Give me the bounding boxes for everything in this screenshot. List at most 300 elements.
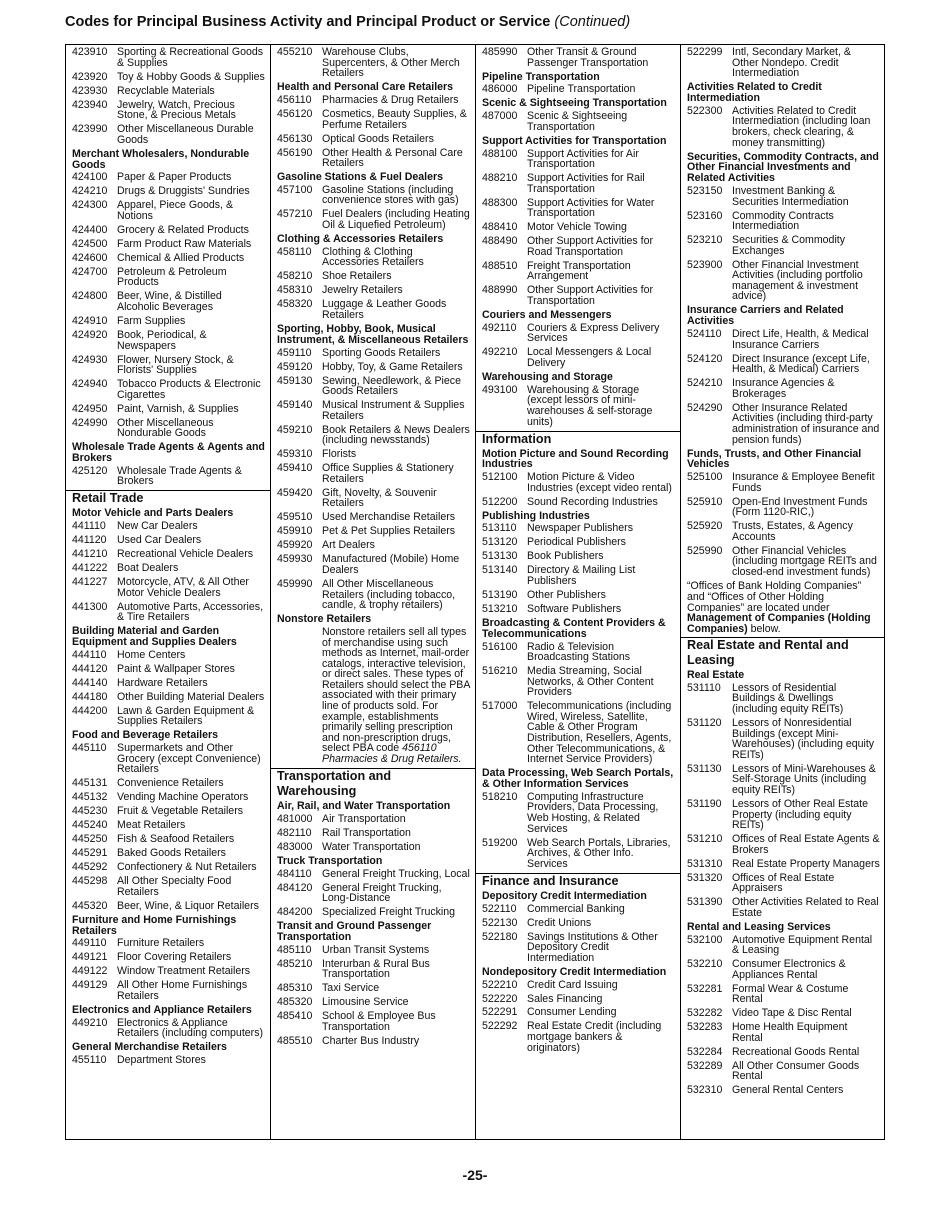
subsection-heading: Truck Transportation xyxy=(277,854,383,867)
code-row xyxy=(72,1018,266,1039)
section-heading: Finance and Insurance xyxy=(476,873,680,889)
code-row xyxy=(277,828,471,839)
code-description: All Other Consumer Goods Rental xyxy=(732,1059,860,1083)
code-number: 513110 xyxy=(482,522,517,535)
code-row xyxy=(277,959,471,980)
code-description: Direct Life, Health, & Medical Insurance Carriers xyxy=(732,328,869,351)
code-number: 459410 xyxy=(277,462,313,475)
code-row xyxy=(277,945,471,956)
code-row xyxy=(277,883,471,904)
code-row xyxy=(687,106,880,148)
code-row xyxy=(72,938,266,949)
code-row xyxy=(72,820,266,831)
code-description: Motor Vehicle Towing xyxy=(527,221,627,234)
code-number: 486000 xyxy=(482,83,518,96)
code-row xyxy=(72,291,266,312)
code-row xyxy=(72,901,266,912)
code-description: Beer, Wine, & Distilled Alcoholic Beverages xyxy=(117,290,222,313)
code-description: Chemical & Allied Products xyxy=(117,251,245,264)
code-row xyxy=(72,535,266,546)
code-row xyxy=(687,211,880,232)
code-number: 532282 xyxy=(687,1007,723,1020)
code-number: 445132 xyxy=(72,791,108,804)
column-2 xyxy=(270,45,475,1139)
code-description: Pipeline Transportation xyxy=(527,83,636,96)
code-number: 445230 xyxy=(72,805,108,818)
subsection-heading: Scenic & Sightseeing Transportation xyxy=(482,97,667,110)
code-row xyxy=(72,980,266,1001)
code-row xyxy=(277,463,471,484)
code-row xyxy=(277,554,471,575)
code-row xyxy=(687,186,880,207)
code-description: Other Support Activities for Road Transportation xyxy=(527,235,654,258)
code-description: Support Activities for Rail Transportation xyxy=(527,172,645,195)
code-row xyxy=(277,526,471,537)
code-number: 485990 xyxy=(482,46,518,58)
code-description: Home Centers xyxy=(117,648,186,661)
subsection-heading: Insurance Carriers and Related Activities xyxy=(687,304,844,328)
code-description: Real Estate Credit (including mortgage bankers & originators) xyxy=(527,1020,662,1054)
code-description: Farm Product Raw Materials xyxy=(117,237,252,250)
code-description: Software Publishers xyxy=(527,602,622,615)
code-description: Radio & Television Broadcasting Stations xyxy=(527,640,631,664)
code-row xyxy=(482,385,676,427)
code-description: Hardware Retailers xyxy=(117,676,208,689)
code-number: 525910 xyxy=(687,495,723,508)
note-pre: “Offices of Bank Holding Companies” and “Offices of Other Holding Companies” are located under xyxy=(687,580,862,614)
code-row xyxy=(482,994,676,1005)
code-row xyxy=(687,1022,880,1043)
subsection-heading: Activities Related to Credit Intermediation xyxy=(687,81,822,104)
code-row xyxy=(72,267,266,288)
page-number: -25- xyxy=(462,1167,488,1183)
code-row xyxy=(482,932,676,964)
code-row xyxy=(277,299,471,320)
code-row xyxy=(482,347,676,368)
code-row xyxy=(482,149,676,170)
code-number: 522180 xyxy=(482,930,518,943)
code-description: Baked Goods Retailers xyxy=(117,847,226,860)
code-row xyxy=(277,376,471,397)
code-description: Open-End Investment Funds (Form 1120-RIC,) xyxy=(732,495,868,519)
code-number: 532289 xyxy=(687,1059,723,1072)
column-1 xyxy=(65,45,270,1139)
code-number: 524210 xyxy=(687,377,723,390)
code-description: Optical Goods Retailers xyxy=(322,132,434,145)
code-row xyxy=(687,1085,880,1096)
code-row xyxy=(687,935,880,956)
nonstore-note xyxy=(277,627,471,765)
code-description: Cosmetics, Beauty Supplies, & Perfume Retailers xyxy=(322,107,467,131)
code-number: 522291 xyxy=(482,1006,518,1019)
code-description: Interurban & Rural Bus Transportation xyxy=(322,957,430,981)
subsection-heading: Data Processing, Web Search Portals, & Other Information Services xyxy=(482,767,674,791)
code-row xyxy=(277,47,471,79)
note-text xyxy=(322,627,471,765)
code-number: 523160 xyxy=(687,209,723,222)
subsection-heading: Food and Beverage Retailers xyxy=(72,729,219,742)
code-number: 459310 xyxy=(277,448,313,461)
code-row xyxy=(277,209,471,230)
code-description: Other Publishers xyxy=(527,588,606,601)
note-body: Nonstore retailers sell all types of merchandise using such methods as Internet, mail-order catalogs, interactive television, or direct sales. These types of Retailers should select the PBA associated with their primary line of products sold. For example, establishments primarily selling prescription and non-prescription drugs, select PBA code xyxy=(322,625,470,755)
subsection-heading: Building Material and Garden Equipment and Supplies Dealers xyxy=(72,625,237,649)
code-description: Freight Transportation Arrangement xyxy=(527,259,631,283)
code-row xyxy=(687,1047,880,1058)
code-description: All Other Home Furnishings Retailers xyxy=(117,979,248,1002)
code-row xyxy=(72,86,266,97)
code-description: Credit Card Issuing xyxy=(527,978,618,991)
code-number: 424400 xyxy=(72,223,108,236)
code-number: 532100 xyxy=(687,933,723,946)
code-description: Taxi Service xyxy=(322,982,380,995)
code-row xyxy=(72,650,266,661)
code-row xyxy=(687,683,880,715)
code-row xyxy=(72,834,266,845)
code-row xyxy=(72,124,266,145)
holding-companies-note xyxy=(687,581,880,635)
code-row xyxy=(687,378,880,399)
code-row xyxy=(72,848,266,859)
code-description: Warehouse Clubs, Supercenters, & Other Merch Retailers xyxy=(322,46,460,80)
code-number: 522110 xyxy=(482,902,517,915)
code-row xyxy=(687,1061,880,1082)
code-number: 513120 xyxy=(482,536,518,549)
code-row xyxy=(277,247,471,268)
note-example-code: 456110 Pharmacies & Drug Retailers. xyxy=(322,742,462,766)
code-number: 459120 xyxy=(277,360,313,373)
code-row xyxy=(687,718,880,760)
code-description: Sporting & Recreational Goods & Supplies xyxy=(117,46,264,69)
note-post: below. xyxy=(747,623,781,636)
code-row xyxy=(687,260,880,302)
code-number: 424940 xyxy=(72,378,108,391)
code-number: 441110 xyxy=(72,520,106,533)
subsection-heading: Real Estate xyxy=(687,669,745,681)
code-description: Urban Transit Systems xyxy=(322,943,430,956)
code-row xyxy=(72,743,266,775)
code-description: Lessors of Nonresidential Buildings (except Mini-Warehouses) (including equity REITs) xyxy=(732,716,875,761)
code-description: Other Miscellaneous Durable Goods xyxy=(117,123,254,146)
code-description: Pet & Pet Supplies Retailers xyxy=(322,525,456,538)
code-row xyxy=(72,466,266,487)
code-number: 524290 xyxy=(687,401,723,414)
code-description: Warehousing & Storage (except lessors of mini-warehouses & self-storage units) xyxy=(527,383,653,428)
code-row xyxy=(687,873,880,894)
code-number: 523210 xyxy=(687,234,723,247)
code-row xyxy=(72,778,266,789)
code-number: 522299 xyxy=(687,46,723,58)
code-description: Other Support Activities for Transportation xyxy=(527,284,654,307)
code-row xyxy=(482,173,676,194)
code-row xyxy=(277,400,471,421)
subsection-heading: Nondepository Credit Intermediation xyxy=(482,965,667,978)
code-description: Book Publishers xyxy=(527,550,604,563)
code-row xyxy=(72,706,266,727)
code-row xyxy=(72,563,266,574)
code-row xyxy=(277,362,471,373)
subsection-heading: Air, Rail, and Water Transportation xyxy=(277,800,451,813)
code-number: 445110 xyxy=(72,742,107,755)
code-number: 425120 xyxy=(72,464,108,477)
code-number: 485320 xyxy=(277,996,313,1009)
code-description: Vending Machine Operators xyxy=(117,791,249,804)
code-description: Used Merchandise Retailers xyxy=(322,511,456,524)
code-description: Commodity Contracts Intermediation xyxy=(732,209,834,233)
code-row xyxy=(277,134,471,145)
code-number: 512100 xyxy=(482,471,518,484)
code-row xyxy=(277,348,471,359)
code-description: Securities & Commodity Exchanges xyxy=(732,234,846,257)
code-row xyxy=(482,47,676,68)
subsection-heading: Wholesale Trade Agents & Agents and Brokers xyxy=(72,441,265,465)
code-row xyxy=(72,200,266,221)
code-number: 531390 xyxy=(687,896,723,909)
code-description: Grocery & Related Products xyxy=(117,223,249,236)
code-number: 516210 xyxy=(482,665,518,678)
code-description: Fuel Dealers (including Heating Oil & Liquefied Petroleum) xyxy=(322,208,470,232)
code-number: 449210 xyxy=(72,1016,108,1029)
code-description: Limousine Service xyxy=(322,996,409,1009)
code-description: Fruit & Vegetable Retailers xyxy=(117,805,244,818)
code-description: Pharmacies & Drug Retailers xyxy=(322,93,459,106)
code-description: Jewelry Retailers xyxy=(322,284,403,297)
code-description: Support Activities for Air Transportation xyxy=(527,147,639,171)
code-description: Consumer Electronics & Appliances Rental xyxy=(732,958,846,981)
code-number: 518210 xyxy=(482,790,518,803)
code-description: Sound Recording Industries xyxy=(527,495,658,508)
code-number: 525990 xyxy=(687,544,723,557)
code-number: 488990 xyxy=(482,284,518,297)
code-row xyxy=(687,984,880,1005)
code-row xyxy=(277,1036,471,1047)
code-description: Other Activities Related to Real Estate xyxy=(732,896,879,919)
code-number: 488100 xyxy=(482,147,518,160)
code-description: Flower, Nursery Stock, & Florists' Supplies xyxy=(117,353,234,377)
code-row xyxy=(72,876,266,897)
code-description: Wholesale Trade Agents & Brokers xyxy=(117,464,242,488)
code-number: 444180 xyxy=(72,690,108,703)
code-description: Support Activities for Water Transportation xyxy=(527,196,655,220)
code-description: Shoe Retailers xyxy=(322,270,392,283)
code-description: Motorcycle, ATV, & All Other Motor Vehicle Dealers xyxy=(117,576,249,599)
code-number: 445298 xyxy=(72,875,108,888)
code-description: Motion Picture & Video Industries (except video rental) xyxy=(527,471,672,494)
code-row xyxy=(277,148,471,169)
code-row xyxy=(687,403,880,445)
code-number: 441300 xyxy=(72,600,108,613)
code-description: Sporting Goods Retailers xyxy=(322,346,441,359)
note-indent xyxy=(277,627,322,765)
code-row xyxy=(482,904,676,915)
code-row xyxy=(277,1011,471,1032)
subsection-heading: Rental and Leasing Services xyxy=(687,920,831,933)
subsection-heading: Transit and Ground Passenger Transportation xyxy=(277,920,432,943)
code-description: Paper & Paper Products xyxy=(117,171,232,184)
code-row xyxy=(482,1007,676,1018)
code-number: 512200 xyxy=(482,495,518,508)
code-number: 424950 xyxy=(72,402,108,415)
code-number: 488490 xyxy=(482,235,518,248)
code-description: Other Transit & Ground Passenger Transportation xyxy=(527,46,649,69)
code-row xyxy=(72,952,266,963)
code-row xyxy=(277,109,471,130)
code-description: Rail Transportation xyxy=(322,826,411,839)
code-description: Other Financial Vehicles (including mortgage REITs and closed-end investment funds) xyxy=(732,544,877,579)
code-number: 459140 xyxy=(277,399,313,412)
code-number: 424910 xyxy=(72,314,108,327)
code-number: 481000 xyxy=(277,812,313,825)
code-number: 424100 xyxy=(72,171,108,184)
code-number: 484120 xyxy=(277,881,313,894)
code-row xyxy=(277,95,471,106)
code-row xyxy=(277,271,471,282)
code-number: 445291 xyxy=(72,847,108,860)
code-number: 445240 xyxy=(72,819,108,832)
code-description: Boat Dealers xyxy=(117,562,179,575)
code-description: Recreational Vehicle Dealers xyxy=(117,548,254,561)
subsection-heading: Pipeline Transportation xyxy=(482,70,600,83)
code-row xyxy=(687,354,880,375)
subsection-heading: Motion Picture and Sound Recording Industries xyxy=(482,447,669,471)
code-number: 488410 xyxy=(482,221,518,234)
code-number: 424700 xyxy=(72,265,108,278)
code-number: 456130 xyxy=(277,132,313,145)
code-row xyxy=(687,959,880,980)
code-row xyxy=(482,838,676,870)
code-description: Recyclable Materials xyxy=(117,84,215,97)
note-bold: Management of Companies (Holding Companies) xyxy=(687,612,871,636)
code-row xyxy=(687,47,880,79)
code-description: Paint, Varnish, & Supplies xyxy=(117,402,239,415)
title-main: Codes for Principal Business Activity and Principal Product or Service xyxy=(65,14,551,30)
code-number: 456110 xyxy=(277,93,312,106)
title-continued: (Continued) xyxy=(554,14,631,30)
code-row xyxy=(482,222,676,233)
code-number: 444120 xyxy=(72,662,108,675)
code-row xyxy=(72,418,266,439)
code-row xyxy=(72,47,266,68)
code-row xyxy=(687,546,880,578)
code-description: Electronics & Appliance Retailers (including computers) xyxy=(117,1016,264,1040)
code-description: Other Insurance Related Activities (including third-party administration of insurance and pension funds) xyxy=(732,401,880,446)
subsection-heading: Motor Vehicle and Parts Dealers xyxy=(72,507,234,520)
code-number: 525100 xyxy=(687,471,723,484)
code-row xyxy=(277,842,471,853)
code-number: 525920 xyxy=(687,520,723,533)
code-description: Commercial Banking xyxy=(527,902,625,915)
code-row xyxy=(482,472,676,493)
code-number: 513140 xyxy=(482,564,518,577)
code-number: 482110 xyxy=(277,826,312,839)
code-number: 485410 xyxy=(277,1010,313,1023)
code-row xyxy=(72,100,266,121)
code-description: Sewing, Needlework, & Piece Goods Retailers xyxy=(322,374,461,398)
code-number: 423920 xyxy=(72,70,108,83)
code-description: Florists xyxy=(322,448,357,461)
code-description: Gasoline Stations (including convenience stores with gas) xyxy=(322,183,459,207)
code-number: 455210 xyxy=(277,46,313,58)
code-description: Specialized Freight Trucking xyxy=(322,906,456,919)
code-number: 441210 xyxy=(72,548,108,561)
code-row xyxy=(482,918,676,929)
code-number: 444140 xyxy=(72,676,108,689)
code-description: Book Retailers & News Dealers (including newsstands) xyxy=(322,423,470,447)
code-number: 519200 xyxy=(482,836,518,849)
code-description: Musical Instrument & Supplies Retailers xyxy=(322,399,465,422)
code-row xyxy=(482,565,676,586)
code-description: Tobacco Products & Electronic Cigarettes xyxy=(117,378,261,401)
code-description: Telecommunications (including Wired, Wireless, Satellite, Cable & Other Program Distribution, Resellers, Agents, Other Telecommunications, & Internet Service Providers) xyxy=(527,700,672,766)
code-description: Lessors of Mini-Warehouses & Self-Storage Units (including equity REITs) xyxy=(732,762,876,796)
code-description: Other Financial Investment Activities (including portfolio management & investment advice) xyxy=(732,258,863,303)
code-number: 522210 xyxy=(482,978,518,991)
code-description: Investment Banking & Securities Intermediation xyxy=(732,184,849,208)
code-number: 441222 xyxy=(72,562,108,575)
code-row xyxy=(72,225,266,236)
code-description: Other Health & Personal Care Retailers xyxy=(322,146,463,170)
code-number: 459510 xyxy=(277,511,313,524)
code-row xyxy=(277,579,471,611)
code-row xyxy=(72,404,266,415)
code-row xyxy=(72,172,266,183)
code-description: General Freight Trucking, Long-Distance xyxy=(322,881,442,905)
subsection-heading: Gasoline Stations & Fuel Dealers xyxy=(277,171,444,184)
code-row xyxy=(72,355,266,376)
code-description: Art Dealers xyxy=(322,539,375,552)
subsection-heading: Publishing Industries xyxy=(482,509,590,522)
code-description: Luggage & Leather Goods Retailers xyxy=(322,298,447,321)
code-description: Toy & Hobby Goods & Supplies xyxy=(117,70,265,83)
subsection-heading: Merchant Wholesalers, Nondurable Goods xyxy=(72,147,250,171)
code-number: 424210 xyxy=(72,185,108,198)
code-description: Used Car Dealers xyxy=(117,534,202,547)
code-number: 441120 xyxy=(72,534,107,547)
code-number: 484110 xyxy=(277,867,312,880)
code-number: 522130 xyxy=(482,916,518,929)
code-number: 488300 xyxy=(482,196,518,209)
code-description: Lessors of Residential Buildings & Dwellings (including equity REITs) xyxy=(732,681,844,715)
code-number: 485110 xyxy=(277,943,312,956)
subsection-heading: Couriers and Messengers xyxy=(482,308,612,321)
code-row xyxy=(72,692,266,703)
code-description: Meat Retailers xyxy=(117,819,186,832)
code-number: 513210 xyxy=(482,602,518,615)
code-row xyxy=(687,235,880,256)
code-row xyxy=(277,814,471,825)
column-3 xyxy=(475,45,680,1139)
code-row xyxy=(687,497,880,518)
code-description: Gift, Novelty, & Souvenir Retailers xyxy=(322,486,437,510)
code-row xyxy=(277,512,471,523)
code-row xyxy=(482,792,676,834)
code-description: Media Streaming, Social Networks, & Other Content Providers xyxy=(527,665,654,699)
code-number: 488510 xyxy=(482,259,518,272)
code-number: 459910 xyxy=(277,525,313,538)
code-row xyxy=(482,551,676,562)
code-row xyxy=(687,834,880,855)
subsection-heading: Clothing & Accessories Retailers xyxy=(277,233,444,246)
code-number: 459130 xyxy=(277,374,313,387)
code-row xyxy=(72,1055,266,1066)
code-number: 459420 xyxy=(277,486,313,499)
code-description: Activities Related to Credit Intermediation (including loan brokers, check clearing, & money transmitting) xyxy=(732,104,871,149)
code-row xyxy=(72,664,266,675)
code-row xyxy=(72,186,266,197)
code-number: 522300 xyxy=(687,104,723,117)
section-heading: Retail Trade xyxy=(66,490,270,506)
code-row xyxy=(277,185,471,206)
